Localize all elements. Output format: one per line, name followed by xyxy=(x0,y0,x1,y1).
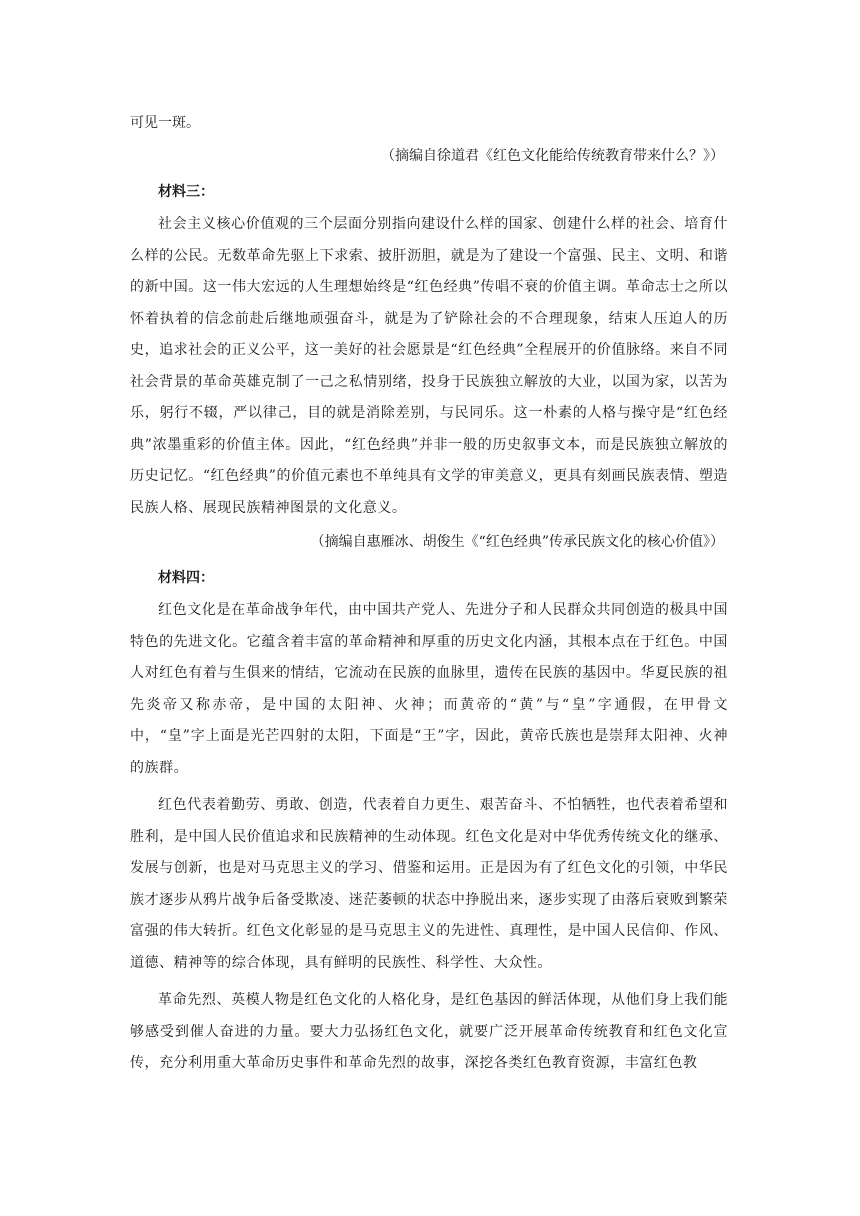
material-4-paragraph-3: 革命先烈、英模人物是红色文化的人格化身，是红色基因的鲜活体现，从他们身上我们能够感受到催人奋进的力量。要大力弘扬红色文化，就要广泛开展革命传统教育和红色文化宣传，充分利用重大革命历史事件和革命先烈的故事，深挖各类红色教育资源，丰富红色教 xyxy=(130,992,728,1071)
material-4-heading: 材料四： xyxy=(158,570,214,586)
material-4-paragraph-2: 红色代表着勤劳、勇敢、创造，代表着自力更生、艰苦奋斗、不怕牺牲，也代表着希望和胜利，是中国人民价值追求和民族精神的生动体现。红色文化是对中华优秀传统文化的继承、发展与创新，也是对马克思主义的学习、借鉴和运用。正是因为有了红色文化的引领，中华民族才逐步从鸦片战争后备受欺凌、迷茫萎顿的状态中挣脱出来，逐步实现了由落后衰败到繁荣富强的伟大转折。红色文化彰显的是马克思主义的先进性、真理性，是中国人民信仰、作风、道德、精神等的综合体现，具有鲜明的民族性、科学性、大众性。 xyxy=(130,797,728,971)
source-citation-2: （摘编自惠雁冰、胡俊生《“红色经典”传承民族文化的核心价值》） xyxy=(310,534,724,550)
material-3-heading: 材料三： xyxy=(158,184,214,200)
intro-line: 可见一斑。 xyxy=(130,115,200,131)
source-citation-1: （摘编自徐道君《红色文化能给传统教育带来什么？》） xyxy=(381,148,724,164)
material-3-paragraph: 社会主义核心价值观的三个层面分别指向建设什么样的国家、创建什么样的社会、培育什么样的公民。无数革命先驱上下求索、披肝沥胆，就是为了建设一个富强、民主、文明、和谐的新中国。这一伟大宏远的人生理想始终是“红色经典”传唱不衰的价值主调。革命志士之所以怀着执着的信念前赴后继地顽强奋斗，就是为了铲除社会的不合理现象，结束人压迫人的历史，追求社会的正义公平，这一美好的社会愿景是“红色经典”全程展开的价值脉络。来自不同社会背景的革命英雄克制了一己之私情别绪，投身于民族独立解放的大业，以国为家，以苦为乐，躬行不辍，严以律己，目的就是消除差别，与民同乐。这一朴素的人格与操守是“红色经典”浓墨重彩的价值主体。因此，“红色经典”并非一般的历史叙事文本，而是民族独立解放的历史记忆。“红色经典”的价值元素也不单纯具有文学的审美意义，更具有刻画民族表情、塑造民族人格、展现民族精神图景的文化意义。 xyxy=(130,216,728,516)
document-body xyxy=(130,108,728,1080)
material-4-paragraph-1: 红色文化是在革命战争年代，由中国共产党人、先进分子和人民群众共同创造的极具中国特色的先进文化。它蕴含着丰富的革命精神和厚重的历史文化内涵，其根本点在于红色。中国人对红色有着与生俱来的情结，它流动在民族的血脉里，遗传在民族的基因中。华夏民族的祖先炎帝又称赤帝，是中国的太阳神、火神；而黄帝的“黄”与“皇”字通假，在甲骨文中，“皇”字上面是光芒四射的太阳，下面是“王”字，因此，黄帝氏族也是崇拜太阳神、火神的族群。 xyxy=(130,602,728,776)
